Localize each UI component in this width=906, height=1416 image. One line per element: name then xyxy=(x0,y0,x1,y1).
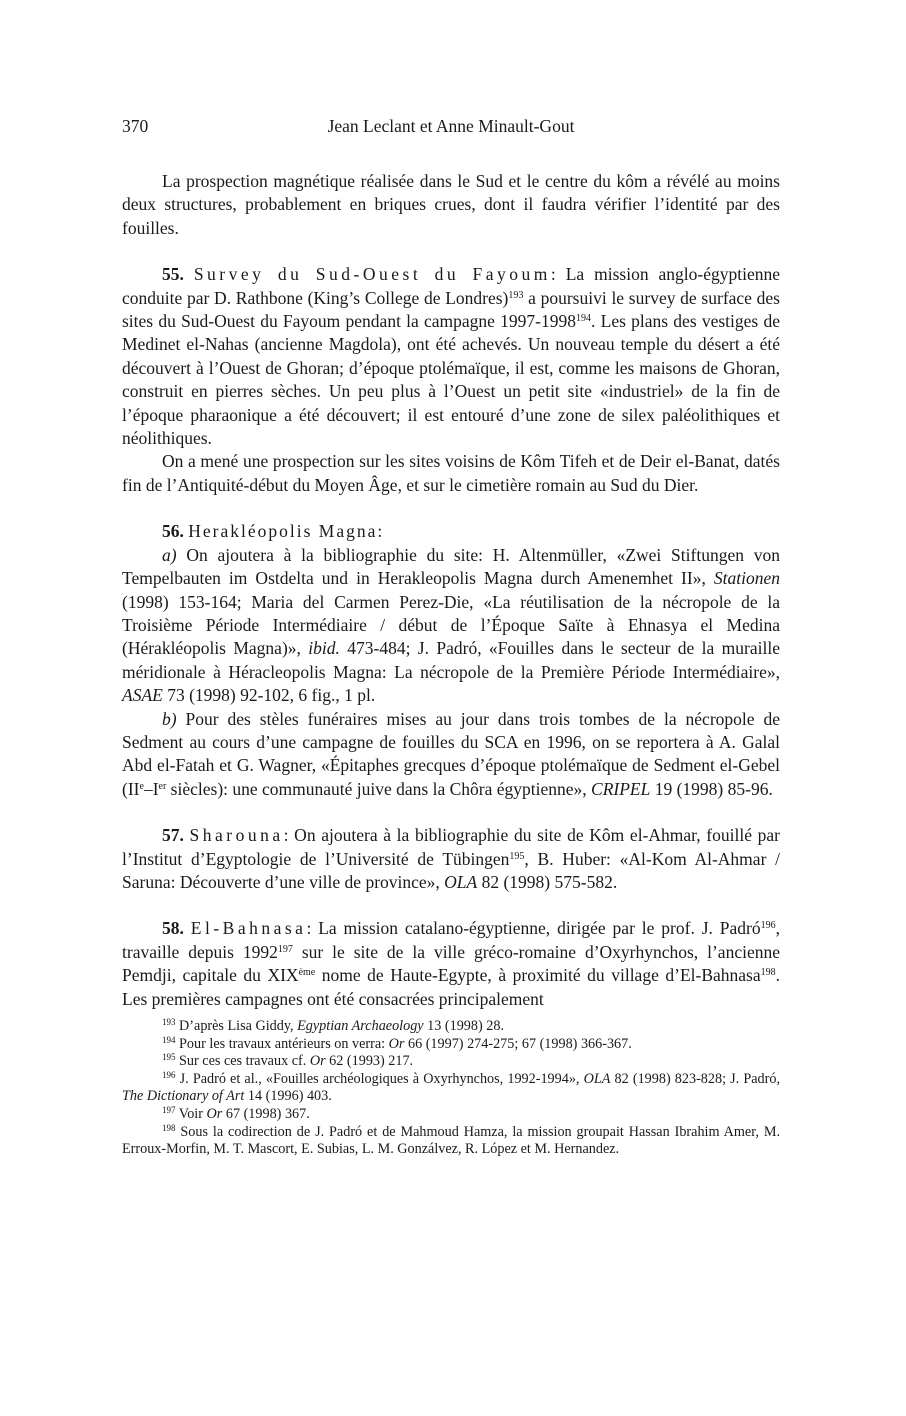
footnote-ref: 194 xyxy=(576,313,592,325)
item-label: a) xyxy=(162,544,177,565)
section-heading: Survey du Sud-Ouest du Fayoum xyxy=(193,264,551,285)
section-heading: Herakléopolis Magna xyxy=(188,521,378,542)
footnote-ref: 196 xyxy=(760,920,776,932)
footnote-193: $^{193}$ D’après Lisa Giddy, Egyptian Archaeology 13 (1998) 28. xyxy=(162,1017,504,1034)
footnote-ref: 198 xyxy=(760,967,776,979)
section-number: 58. xyxy=(162,918,184,939)
footnote-197: $^{197}$ Voir Or 67 (1998) 367. xyxy=(162,1104,310,1122)
section-56: 56. Herakléopolis Magna: xyxy=(162,521,383,542)
item-label: b) xyxy=(162,708,177,729)
section-number: 56. xyxy=(162,521,184,542)
section-56-b: b) Pour des stèles funéraires mises au jour dans trois tombes de la nécropole de Sedment au cours d’une campagne de fouilles du SCA en 1996, on se reportera à A. Galal Abd el-Fatah et G. Wagner, «Épitaphes grecques d’époque ptolémaïque de Sedment el-Gebel (IIe–Ier siècles): une communauté juive dans la Chôra égyptienne», CRIPEL 19 (1998) 85-96. xyxy=(122,708,780,799)
body-text xyxy=(122,170,780,1011)
section-58: 58. El-Bahnasa: La mission catalano-égyptienne, dirigée par le prof. J. Padró$^{196}$, travaille depuis 1992$^{197}$ sur le site de la ville gréco-romaine d’Oxyrhynchos, l’ancienne Pemdji, capitale du XIXème nome de Haute-Egypte, à proximité du village d’El-Bahnasa$^{198}$. Les premières campagnes ont été consacrées principalement xyxy=(122,918,781,1009)
section-heading: El-Bahnasa xyxy=(190,918,307,939)
section-56-a: a) On ajoutera à la bibliographie du site: H. Altenmüller, «Zwei Stiftungen von Tempelbauten im Ostdelta und in Herakleopolis Magna durch Amenemhet II», Stationen (1998) 153-164; Maria del Carmen Perez-Die, «La réutilisation de la nécropole de la Troisième Période Intermédiaire / début de l’Époque Saïte à Ehnasya el Medina (Hérakléopolis Magna)», ibid. 473-484; J. Padró, «Fouilles dans le secteur de la muraille méridionale à Héracleopolis Magna: La nécropole de la Première Période Intermédiaire», ASAE 73 (1998) 92-102, 6 fig., 1 pl. xyxy=(122,544,780,706)
running-title: Jean Leclant et Anne Minault-Gout xyxy=(327,116,575,136)
section-number: 57. xyxy=(162,825,184,846)
footnote-194: $^{194}$ Pour les travaux antérieurs on verra: Or 66 (1997) 274-275; 67 (1998) 366-367. xyxy=(162,1034,632,1052)
footnote-ref: 193 xyxy=(508,289,524,301)
footnotes xyxy=(122,1018,780,1159)
footnote-195: $^{195}$ Sur ces ces travaux cf. Or 62 (1993) 217. xyxy=(162,1052,414,1070)
section-55: 55. Survey du Sud-Ouest du Fayoum: La mission anglo-égyptienne conduite par D. Rathbone (King’s College de Londres)$^{193}$ a poursuivi le survey de surface des sites du Sud-Ouest du Fayoum pendant la campagne 1997-1998$^{194}$. Les plans des vestiges de Medinet el-Nahas (ancienne Magdola), ont été achevés. Un nouveau temple du désert a été découvert à l’Ouest de Ghoran; d’époque ptolémaïque, il est, comme les maisons de Ghoran, construit en pierres sèches. Un peu plus à l’Ouest un petit site «industriel» de la fin de l’époque pharaonique a été découvert; il est entouré d’une zone de silex paléolithiques et néolithiques. xyxy=(122,264,781,449)
footnote-ref: 195 xyxy=(509,850,525,862)
section-heading: Sharouna xyxy=(189,825,284,846)
page-number: 370 xyxy=(122,116,149,136)
footnote-196: $^{196}$ J. Padró et al., «Fouilles archéologiques à Oxyrhynchos, 1992-1994», OLA 82 (1998) 823-828; J. Padró, The Dictionary of Art 14 (1996) 403. xyxy=(122,1069,780,1105)
section-number: 55. xyxy=(162,264,184,285)
section-57: 57. Sharouna: On ajoutera à la bibliographie du site de Kôm el-Ahmar, fouillé par l’Institut d’Egyptologie de l’Université de Tübingen$^{195}$, B. Huber: «Al-Kom Al-Ahmar / Saruna: Découverte d’une ville de province», OLA 82 (1998) 575-582. xyxy=(122,825,781,892)
page-header xyxy=(122,116,780,142)
footnote-198: $^{198}$ Sous la codirection de J. Padró et de Mahmoud Hamza, la mission groupait Hassan Ibrahim Amer, M. Erroux-Morfin, M. T. Mascort, E. Subias, L. M. Gonzálvez, R. López et M. Hernandez. xyxy=(122,1122,780,1158)
footnote-ref: 197 xyxy=(277,943,293,955)
section-55-continued: On a mené une prospection sur les sites voisins de Kôm Tifeh et de Deir el-Banat, datés fin de l’Antiquité-début du Moyen Âge, et sur le cimetière romain au Sud du Dier. xyxy=(122,451,780,495)
paragraph-intro: La prospection magnétique réalisée dans le Sud et le centre du kôm a révélé au moins deux structures, probablement en briques crues, dont il faudra vérifier l’identité par des fouilles. xyxy=(122,171,780,238)
